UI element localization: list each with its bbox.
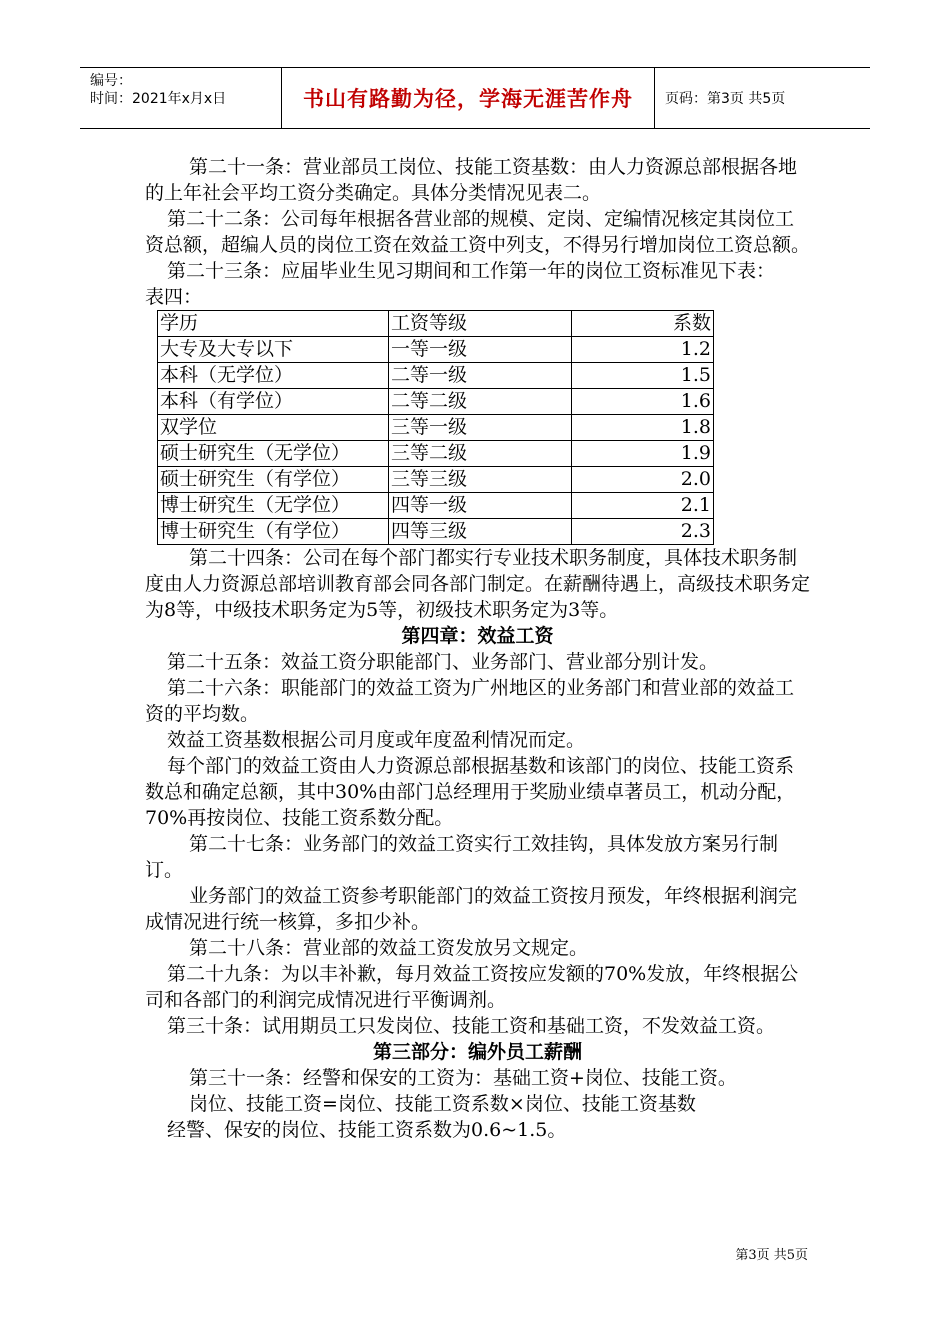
table-row <box>158 493 714 519</box>
table-row <box>158 441 714 467</box>
chapter-4-heading: 第四章：效益工资 <box>401 625 554 647</box>
page-footer: 第3页 共5页 <box>735 1248 808 1263</box>
table-header-cell: 系数 <box>572 311 714 337</box>
salary-coefficient-table <box>157 310 714 545</box>
document-body <box>145 154 810 1143</box>
table-cell: 一等一级 <box>389 337 572 363</box>
article-29: 第二十九条：为以丰补歉，每月效益工资按应发额的70%发放，年终根据公司和各部门的利润完成情况进行平衡调剂。 <box>145 963 799 1011</box>
article-25: 第二十五条：效益工资分职能部门、业务部门、营业部分别计发。 <box>167 651 719 673</box>
table-cell: 二等二级 <box>389 389 572 415</box>
table-cell: 硕士研究生（无学位） <box>158 441 389 467</box>
table-cell: 1.9 <box>572 441 714 467</box>
header-meta <box>80 68 282 128</box>
table-cell: 三等三级 <box>389 467 572 493</box>
table-cell: 2.3 <box>572 519 714 545</box>
table-cell: 1.2 <box>572 337 714 363</box>
table-cell: 博士研究生（有学位） <box>158 519 389 545</box>
table-cell: 2.1 <box>572 493 714 519</box>
table-row <box>158 467 714 493</box>
table-header-cell: 学历 <box>158 311 389 337</box>
table-cell: 双学位 <box>158 415 389 441</box>
article-23: 第二十三条：应届毕业生见习期间和工作第一年的岗位工资标准见下表： <box>167 260 776 282</box>
table-cell: 本科（有学位） <box>158 389 389 415</box>
document-date-label: 时间：2021年x月x日 <box>90 91 227 107</box>
article-31: 第三十一条：经警和保安的工资为：基础工资+岗位、技能工资。 <box>189 1067 737 1089</box>
header-motto: 书山有路勤为径，学海无涯苦作舟 <box>282 68 655 128</box>
table-row <box>158 363 714 389</box>
table-row <box>158 519 714 545</box>
table-cell: 1.8 <box>572 415 714 441</box>
article-26-base: 效益工资基数根据公司月度或年度盈利情况而定。 <box>167 729 586 751</box>
page-header <box>80 67 870 129</box>
article-31-coefficient: 经警、保安的岗位、技能工资系数为0.6~1.5。 <box>167 1119 567 1141</box>
article-21: 第二十一条：营业部员工岗位、技能工资基数：由人力资源总部根据各地的上年社会平均工资分类确定。具体分类情况见表二。 <box>145 156 798 204</box>
part-3-heading: 第三部分：编外员工薪酬 <box>372 1041 582 1063</box>
table-row <box>158 389 714 415</box>
table-cell: 四等三级 <box>389 519 572 545</box>
article-26-allocation: 每个部门的效益工资由人力资源总部根据基数和该部门的岗位、技能工资系数总和确定总额，其中30%由部门总经理用于奖励业绩卓著员工，机动分配，70%再按岗位、技能工资系数分配。 <box>145 755 796 829</box>
table-cell: 博士研究生（无学位） <box>158 493 389 519</box>
table-cell: 本科（无学位） <box>158 363 389 389</box>
table-caption: 表四： <box>145 286 203 308</box>
article-28: 第二十八条：营业部的效益工资发放另文规定。 <box>189 937 589 959</box>
table-header-cell: 工资等级 <box>389 311 572 337</box>
table-cell: 2.0 <box>572 467 714 493</box>
table-header-row <box>158 311 714 337</box>
table-cell: 三等二级 <box>389 441 572 467</box>
article-30: 第三十条：试用期员工只发岗位、技能工资和基础工资，不发效益工资。 <box>167 1015 776 1037</box>
table-cell: 大专及大专以下 <box>158 337 389 363</box>
article-26: 第二十六条：职能部门的效益工资为广州地区的业务部门和营业部的效益工资的平均数。 <box>145 677 795 725</box>
table-cell: 硕士研究生（有学位） <box>158 467 389 493</box>
article-27-advance: 业务部门的效益工资参考职能部门的效益工资按月预发，年终根据利润完成情况进行统一核算，多扣少补。 <box>145 885 798 933</box>
table-cell: 1.5 <box>572 363 714 389</box>
article-27: 第二十七条：业务部门的效益工资实行工效挂钩，具体发放方案另行制订。 <box>145 833 779 881</box>
document-number-label: 编号： <box>90 73 132 89</box>
table-row <box>158 337 714 363</box>
table-cell: 二等一级 <box>389 363 572 389</box>
table-row <box>158 415 714 441</box>
header-page-info: 页码：第3页 共5页 <box>665 91 786 107</box>
table-cell: 四等一级 <box>389 493 572 519</box>
article-24: 第二十四条：公司在每个部门都实行专业技术职务制度，具体技术职务制度由人力资源总部培训教育部会同各部门制定。在薪酬待遇上，高级技术职务定为8等，中级技术职务定为5等，初级技术职务定为3等。 <box>145 547 811 621</box>
table-cell: 1.6 <box>572 389 714 415</box>
table-cell: 三等一级 <box>389 415 572 441</box>
article-22: 第二十二条：公司每年根据各营业部的规模、定岗、定编情况核定其岗位工资总额，超编人员的岗位工资在效益工资中列支，不得另行增加岗位工资总额。 <box>145 208 811 256</box>
article-31-formula: 岗位、技能工资=岗位、技能工资系数×岗位、技能工资基数 <box>189 1093 696 1115</box>
